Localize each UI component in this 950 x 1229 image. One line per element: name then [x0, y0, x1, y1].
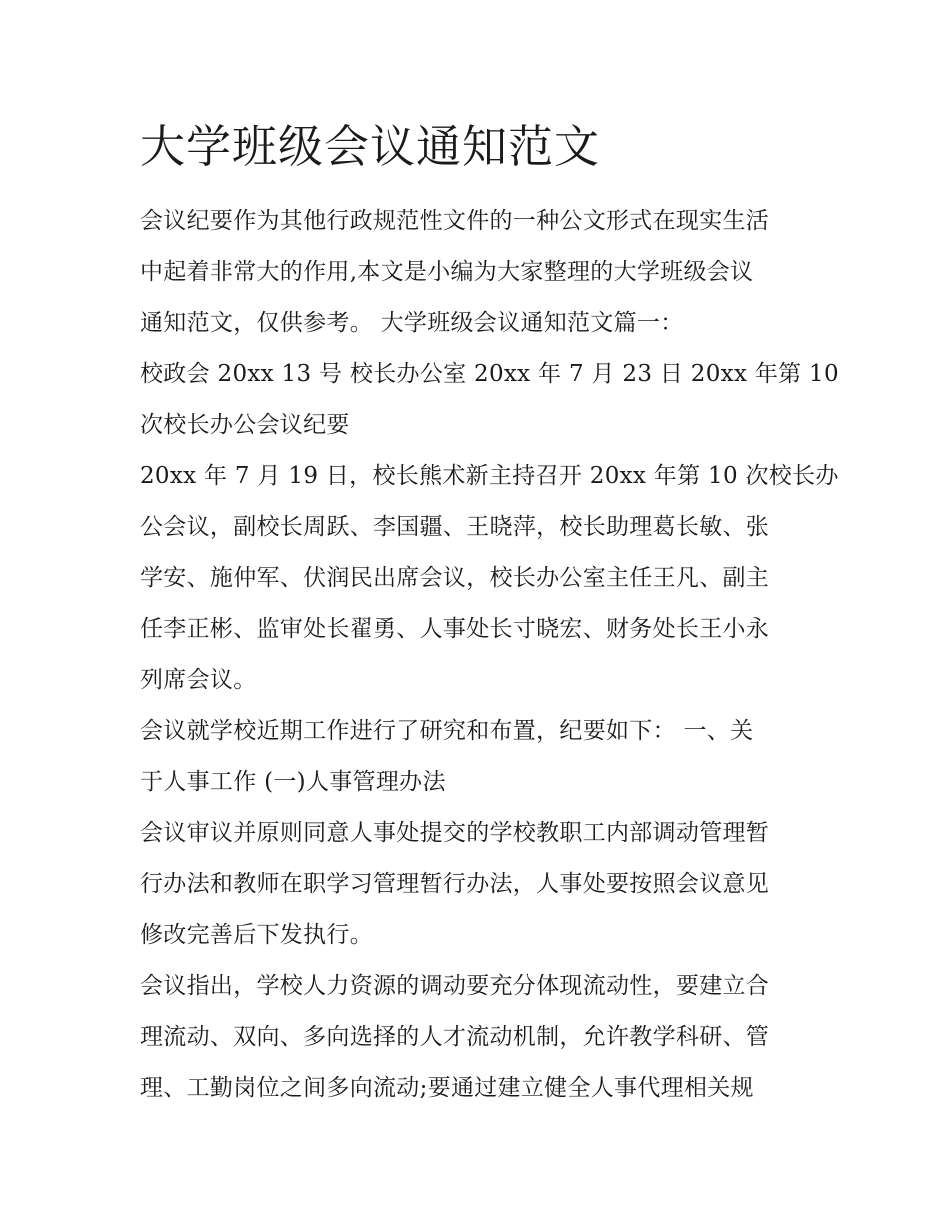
text-line: 修改完善后下发执行。 [140, 922, 373, 948]
paragraph-agenda [140, 706, 820, 808]
text-line: 通知范文，仅供参考。 大学班级会议通知范文篇一： [140, 310, 684, 336]
paragraph-hr-measures [140, 808, 820, 961]
text-line: 会议指出，学校人力资源的调动要充分体现流动性，要建立合 [140, 973, 770, 999]
document-title: 大学班级会议通知范文 [140, 120, 601, 173]
text-line: 行办法和教师在职学习管理暂行办法，人事处要按照会议意见 [140, 871, 770, 897]
text-line: 学安、施仲军、伏润民出席会议，校长办公室主任王凡、副主 [140, 565, 770, 591]
text-line: 20xx 年 7 月 19 日，校长熊术新主持召开 20xx 年第 10 次校长办 [140, 463, 839, 489]
text-line: 会议就学校近期工作进行了研究和布置，纪要如下： 一、关 [140, 718, 754, 744]
text-line: 中起着非常大的作用,本文是小编为大家整理的大学班级会议 [140, 259, 754, 285]
text-line: 于人事工作 (一)人事管理办法 [140, 769, 446, 795]
text-line: 次校长办公会议纪要 [140, 412, 350, 438]
text-line: 理、工勤岗位之间多向流动;要通过建立健全人事代理相关规 [140, 1075, 754, 1101]
text-line: 列席会议。 [140, 667, 257, 693]
text-line: 校政会 20xx 13 号 校长办公室 20xx 年 7 月 23 日 20xx 年第 10 [140, 361, 839, 387]
text-line: 任李正彬、监审处长翟勇、人事处长寸晓宏、财务处长王小永 [140, 616, 770, 642]
document-body [140, 196, 839, 1114]
text-line: 会议纪要作为其他行政规范性文件的一种公文形式在现实生活 [140, 208, 770, 234]
paragraph-intro [140, 196, 820, 349]
paragraph-document-number [140, 349, 839, 451]
paragraph-attendees [140, 451, 839, 706]
text-line: 会议审议并原则同意人事处提交的学校教职工内部调动管理暂 [140, 820, 770, 846]
text-line: 理流动、双向、多向选择的人才流动机制，允许教学科研、管 [140, 1024, 770, 1050]
paragraph-meeting-notes [140, 961, 820, 1114]
text-line: 公会议，副校长周跃、李国疆、王晓萍，校长助理葛长敏、张 [140, 514, 770, 540]
